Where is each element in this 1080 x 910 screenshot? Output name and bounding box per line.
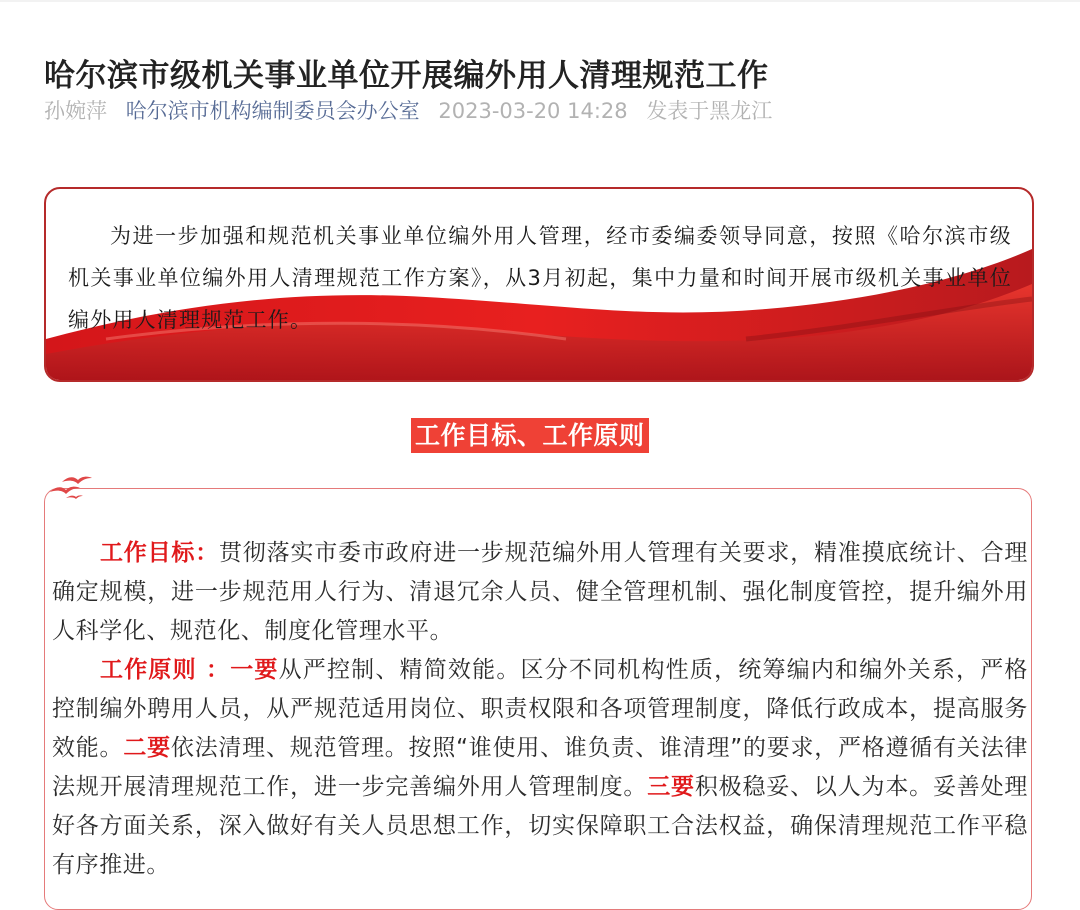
intro-banner xyxy=(44,187,1034,382)
goals-text: 贯彻落实市委市政府进一步规范编外用人管理有关要求，精准摸底统计、合理确定规模，进一步规范用人行为、清退冗余人员、健全管理机制、强化制度管控，提升编外用人科学化、规范化、制度化管理水平。 xyxy=(52,540,1028,644)
principle-3-text: 积极稳妥、以人为本。妥善处理好各方面关系，深入做好有关人员思想工作，切实保障职工合法权益，确保清理规范工作平稳有序推进。 xyxy=(52,774,1029,878)
principle-2-label: 二要 xyxy=(123,735,171,761)
intro-paragraph: 为进一步加强和规范机关事业单位编外用人管理，经市委编委领导同意，按照《哈尔滨市级机关事业单位编外用人清理规范工作方案》，从3月初起，集中力量和时间开展市级机关事业单位编外用人清理规范工作。 xyxy=(68,224,1012,332)
article-meta xyxy=(44,94,784,128)
principle-1-text: 从严控制、精简效能。区分不同机构性质，统筹编内和编外关系，严格控制编外聘用人员，从严规范适用岗位、职责权限和各项管理制度，降低行政成本，提高服务效能。 xyxy=(52,657,1029,761)
article-title: 哈尔滨市级机关事业单位开展编外用人清理规范工作 xyxy=(44,57,769,94)
section-heading: 工作目标、工作原则 xyxy=(411,418,649,453)
publish-datetime: 2023-03-20 14:28 xyxy=(438,99,628,123)
principle-1-label: 一要 xyxy=(230,657,279,683)
author-name: 孙婉萍 xyxy=(44,99,107,123)
goals-principles-content xyxy=(52,534,1028,885)
principle-3-label: 三要 xyxy=(647,774,695,800)
birds-icon xyxy=(48,474,94,502)
principles-paragraph xyxy=(52,651,1028,885)
top-divider xyxy=(0,0,1080,2)
principle-2-text: 依法清理、规范管理。按照“谁使用、谁负责、谁清理”的要求，严格遵循有关法律法规开展清理规范工作，进一步完善编外用人管理制度。 xyxy=(52,735,1028,800)
goals-paragraph xyxy=(52,534,1028,651)
goals-label: 工作目标： xyxy=(100,540,219,566)
source-account-link[interactable]: 哈尔滨市机构编制委员会办公室 xyxy=(125,99,420,123)
publish-location: 发表于黑龙江 xyxy=(646,99,773,123)
principles-label: 工作原则 ： xyxy=(100,657,231,683)
